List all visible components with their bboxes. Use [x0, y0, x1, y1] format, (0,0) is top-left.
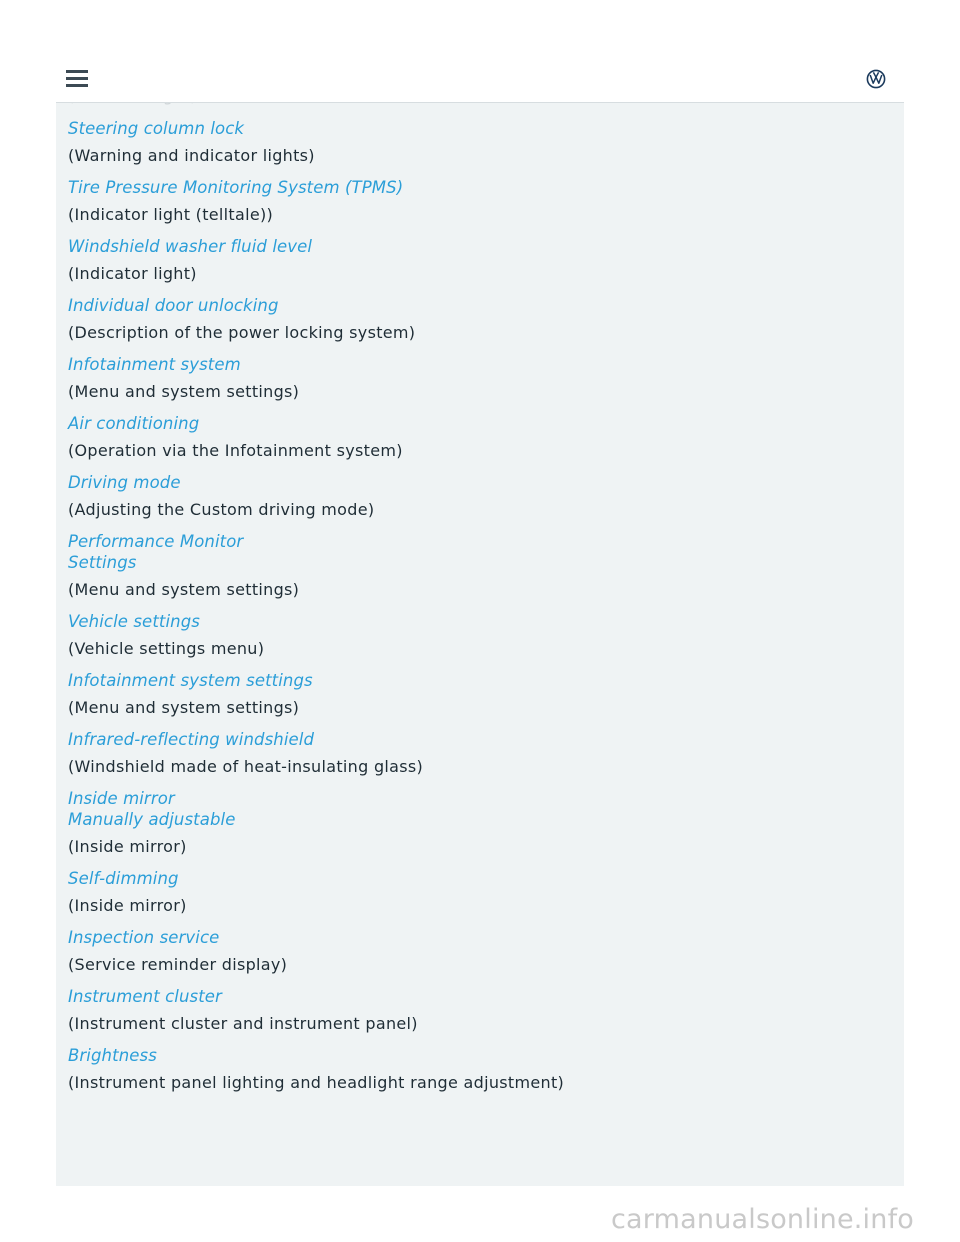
index-entry: [68, 611, 888, 659]
index-entry-description: (Adjusting the Custom driving mode): [68, 500, 375, 519]
index-entry-description: (Warning and indicator lights): [68, 146, 315, 165]
index-entry-description: (Menu and system settings): [68, 382, 300, 401]
top-bar: [56, 54, 904, 103]
index-entry-list: [68, 118, 888, 1104]
index-entry: [68, 118, 888, 166]
index-entry-description: (Menu and system settings): [68, 580, 300, 599]
index-entry-description: (Inside mirror): [68, 837, 187, 856]
index-entry-description: (Menu and system settings): [68, 698, 300, 717]
index-entry: [68, 354, 888, 402]
index-entry: [68, 295, 888, 343]
index-entry: [68, 986, 888, 1034]
index-entry-link[interactable]: Individual door unlocking: [68, 296, 279, 315]
index-entry-link[interactable]: Infrared-reflecting windshield: [68, 730, 315, 749]
index-entry-link[interactable]: Infotainment system settings: [68, 671, 313, 690]
index-entry-link[interactable]: Performance Monitor Settings: [68, 532, 244, 572]
index-entry: [68, 236, 888, 284]
index-entry-link[interactable]: Vehicle settings: [68, 612, 200, 631]
vw-logo-icon[interactable]: [866, 69, 886, 89]
index-entry-link[interactable]: Air conditioning: [68, 414, 200, 433]
index-entry: [68, 531, 888, 600]
hamburger-menu-icon[interactable]: [66, 68, 88, 88]
index-entry-description: (Vehicle settings menu): [68, 639, 265, 658]
index-entry: [68, 413, 888, 461]
index-entry-description: (Indicator light): [68, 264, 197, 283]
index-entry-link[interactable]: Tire Pressure Monitoring System (TPMS): [68, 178, 404, 197]
index-entry-link[interactable]: Inside mirror Manually adjustable: [68, 789, 236, 829]
index-entry-link[interactable]: Windshield washer fluid level: [68, 237, 313, 256]
index-entry-link[interactable]: Instrument cluster: [68, 987, 222, 1006]
index-entry-description: (Instrument panel lighting and headlight range adjustment): [68, 1073, 565, 1092]
index-entry: [68, 729, 888, 777]
index-content-panel: [56, 82, 904, 1186]
index-entry: [68, 177, 888, 225]
index-entry-link[interactable]: Driving mode: [68, 473, 181, 492]
index-entry: [68, 1045, 888, 1093]
index-entry-description: (Instrument cluster and instrument panel): [68, 1014, 418, 1033]
watermark: carmanualsonline.info: [611, 1204, 914, 1235]
index-entry-description: (Windshield made of heat-insulating glass): [68, 757, 424, 776]
index-entry-link[interactable]: Steering column lock: [68, 119, 245, 138]
index-entry-description: (Operation via the Infotainment system): [68, 441, 403, 460]
index-entry-description: (Indicator light (telltale)): [68, 205, 274, 224]
index-entry: [68, 927, 888, 975]
index-entry: [68, 868, 888, 916]
index-entry: [68, 670, 888, 718]
index-entry: [68, 472, 888, 520]
index-entry-description: (Inside mirror): [68, 896, 187, 915]
index-entry-description: (Description of the power locking system): [68, 323, 416, 342]
index-entry-link[interactable]: Inspection service: [68, 928, 220, 947]
index-entry-link[interactable]: Self-dimming: [68, 869, 179, 888]
index-entry-description: (Service reminder display): [68, 955, 288, 974]
index-entry-link[interactable]: Brightness: [68, 1046, 157, 1065]
index-entry: [68, 788, 888, 857]
index-entry-link[interactable]: Infotainment system: [68, 355, 241, 374]
